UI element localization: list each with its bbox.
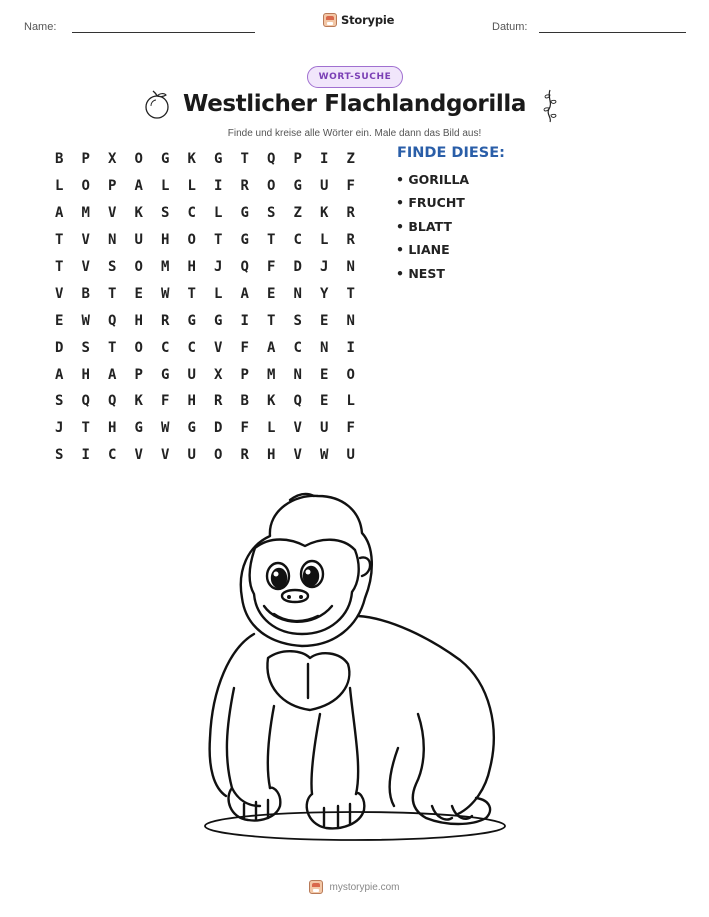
grid-letter[interactable]: E [267, 285, 276, 302]
grid-letter[interactable]: O [214, 447, 223, 464]
word-search-grid [46, 146, 366, 469]
grid-row [46, 173, 366, 200]
grid-letter[interactable]: S [293, 312, 302, 329]
grid-letter[interactable]: P [134, 366, 143, 383]
grid-letter[interactable]: T [214, 232, 223, 249]
date-label: Datum: [492, 21, 528, 33]
grid-letter[interactable]: E [55, 312, 64, 329]
instructions: Finde und kreise alle Wörter ein. Male dann das Bild aus! [227, 128, 482, 139]
grid-letter[interactable]: V [293, 420, 302, 437]
grid-letter[interactable]: L [187, 178, 196, 195]
grid-letter[interactable]: C [187, 339, 196, 356]
brand-name: Storypie [341, 13, 395, 27]
grid-letter[interactable]: W [161, 420, 170, 437]
grid-letter[interactable]: E [320, 393, 329, 410]
grid-letter[interactable]: I [320, 151, 329, 168]
grid-letter[interactable]: R [161, 312, 170, 329]
storypie-mascot-icon [323, 13, 337, 27]
grid-letter[interactable]: V [293, 447, 302, 464]
word-list-title: FINDE DIESE: [397, 145, 505, 161]
grid-letter[interactable]: G [214, 312, 223, 329]
grid-row [46, 227, 366, 254]
grid-letter[interactable]: X [108, 151, 117, 168]
grid-letter[interactable]: E [320, 366, 329, 383]
grid-letter[interactable]: C [108, 447, 117, 464]
grid-letter[interactable]: V [81, 232, 90, 249]
grid-row [46, 415, 366, 442]
grid-row [46, 388, 366, 415]
grid-letter[interactable]: I [81, 447, 90, 464]
grid-letter[interactable]: H [81, 366, 90, 383]
grid-letter[interactable]: L [214, 285, 223, 302]
grid-letter[interactable]: A [55, 205, 64, 222]
grid-letter[interactable]: Z [293, 205, 302, 222]
grid-letter[interactable]: O [134, 151, 143, 168]
grid-letter[interactable]: H [267, 447, 276, 464]
grid-letter[interactable]: M [81, 205, 90, 222]
grid-row [46, 280, 366, 307]
grid-letter[interactable]: U [320, 420, 329, 437]
grid-letter[interactable]: R [240, 447, 249, 464]
grid-letter[interactable]: I [214, 178, 223, 195]
grid-letter[interactable]: N [346, 259, 355, 275]
grid-letter[interactable]: R [240, 178, 249, 195]
grid-letter[interactable]: G [240, 232, 249, 249]
grid-letter[interactable]: L [346, 393, 355, 410]
grid-letter[interactable]: T [240, 151, 249, 168]
grid-letter[interactable]: D [55, 339, 64, 356]
grid-letter[interactable]: O [134, 339, 143, 356]
grid-letter[interactable]: Y [320, 285, 329, 302]
grid-letter[interactable]: K [320, 205, 329, 222]
grid-letter[interactable]: R [346, 205, 355, 222]
grid-letter[interactable]: M [161, 259, 170, 275]
grid-letter[interactable]: V [161, 447, 170, 464]
grid-letter[interactable]: W [161, 285, 170, 302]
grid-letter[interactable]: N [293, 285, 302, 302]
grid-letter[interactable]: X [214, 366, 223, 383]
grid-letter[interactable]: G [161, 366, 170, 383]
grid-letter[interactable]: K [267, 393, 276, 410]
grid-letter[interactable]: V [108, 205, 117, 222]
grid-letter[interactable]: P [293, 151, 302, 168]
grid-letter[interactable]: C [293, 339, 302, 356]
grid-letter[interactable]: G [240, 205, 249, 222]
grid-letter[interactable]: G [134, 420, 143, 437]
grid-letter[interactable]: T [187, 285, 196, 302]
page-title: Westlicher Flachlandgorilla [183, 91, 526, 117]
grid-letter[interactable]: U [187, 366, 196, 383]
grid-letter[interactable]: O [267, 178, 276, 195]
grid-letter[interactable]: J [55, 420, 64, 437]
grid-letter[interactable]: B [240, 393, 249, 410]
grid-letter[interactable]: T [346, 285, 355, 302]
grid-letter[interactable]: F [267, 259, 276, 275]
storypie-mascot-icon [309, 880, 323, 894]
grid-letter[interactable]: B [55, 151, 64, 168]
grid-letter[interactable]: S [108, 259, 117, 275]
name-label: Name: [24, 21, 57, 33]
grid-letter[interactable]: A [108, 366, 117, 383]
grid-row [46, 307, 366, 334]
grid-letter[interactable]: T [108, 339, 117, 356]
grid-letter[interactable]: T [267, 232, 276, 249]
grid-letter[interactable]: O [81, 178, 90, 195]
grid-letter[interactable]: S [55, 447, 64, 464]
grid-letter[interactable]: W [81, 312, 90, 329]
grid-letter[interactable]: Q [108, 312, 117, 329]
word-list-item: • GORILLA [396, 172, 470, 187]
grid-row [46, 361, 366, 388]
grid-letter[interactable]: O [187, 232, 196, 249]
grid-letter[interactable]: K [134, 393, 143, 410]
grid-letter[interactable]: E [320, 312, 329, 329]
grid-letter[interactable]: O [134, 259, 143, 275]
grid-letter[interactable]: G [214, 151, 223, 168]
grid-letter[interactable]: L [320, 232, 329, 249]
grid-letter[interactable]: C [187, 205, 196, 222]
grid-letter[interactable]: L [161, 178, 170, 195]
grid-row [46, 146, 366, 173]
grid-letter[interactable]: P [81, 151, 90, 168]
grid-letter[interactable]: L [214, 205, 223, 222]
word-list [396, 172, 469, 289]
grid-letter[interactable]: T [108, 285, 117, 302]
grid-letter[interactable]: P [240, 366, 249, 383]
grid-letter[interactable]: E [134, 285, 143, 302]
grid-letter[interactable]: U [187, 447, 196, 464]
date-field-line[interactable] [539, 32, 686, 33]
grid-letter[interactable]: A [267, 339, 276, 356]
grid-letter[interactable]: C [161, 339, 170, 356]
grid-letter[interactable]: V [134, 447, 143, 464]
grid-letter[interactable]: A [134, 178, 143, 195]
grid-letter[interactable]: G [187, 420, 196, 437]
grid-letter[interactable]: H [187, 259, 196, 275]
grid-letter[interactable]: H [161, 232, 170, 249]
grid-letter[interactable]: F [240, 339, 249, 356]
grid-letter[interactable]: A [240, 285, 249, 302]
grid-letter[interactable]: D [214, 420, 223, 437]
grid-letter[interactable]: N [320, 339, 329, 356]
grid-letter[interactable]: V [55, 285, 64, 302]
grid-letter[interactable]: T [55, 232, 64, 249]
grid-letter[interactable]: J [214, 259, 223, 275]
grid-letter[interactable]: N [346, 312, 355, 329]
grid-letter[interactable]: F [346, 420, 355, 437]
grid-letter[interactable]: G [293, 178, 302, 195]
grid-letter[interactable]: Q [293, 393, 302, 410]
grid-letter[interactable]: R [214, 393, 223, 410]
grid-letter[interactable]: I [346, 339, 355, 356]
brand-logo [323, 13, 394, 27]
grid-letter[interactable]: N [293, 366, 302, 383]
grid-letter[interactable]: T [267, 312, 276, 329]
grid-letter[interactable]: P [108, 178, 117, 195]
grid-letter[interactable]: L [55, 178, 64, 195]
grid-letter[interactable]: H [187, 393, 196, 410]
grid-letter[interactable]: I [240, 312, 249, 329]
grid-letter[interactable]: W [320, 447, 329, 464]
grid-letter[interactable]: G [187, 312, 196, 329]
word-list-item: • LIANE [396, 242, 450, 258]
grid-letter[interactable]: S [81, 339, 90, 356]
grid-letter[interactable]: Q [81, 393, 90, 410]
grid-letter[interactable]: D [293, 259, 302, 275]
grid-letter[interactable]: B [81, 285, 90, 302]
grid-letter[interactable]: U [346, 447, 355, 464]
grid-letter[interactable]: H [108, 420, 117, 437]
grid-letter[interactable]: J [320, 259, 329, 275]
grid-letter[interactable]: M [267, 366, 276, 383]
grid-letter[interactable]: S [55, 393, 64, 410]
footer [0, 880, 709, 894]
grid-letter[interactable]: L [267, 420, 276, 437]
grid-letter[interactable]: G [161, 151, 170, 168]
grid-letter[interactable]: S [161, 205, 170, 222]
footer-url[interactable]: mystorypie.com [329, 881, 400, 893]
grid-letter[interactable]: R [346, 232, 355, 249]
grid-letter[interactable]: V [214, 339, 223, 356]
grid-letter[interactable]: V [81, 259, 90, 275]
word-list-item: • BLATT [396, 218, 452, 234]
gorilla-coloring-illustration [190, 488, 520, 858]
grid-letter[interactable]: F [240, 420, 249, 437]
grid-letter[interactable]: C [293, 232, 302, 249]
grid-letter[interactable]: K [134, 205, 143, 222]
grid-letter[interactable]: F [346, 178, 355, 195]
grid-letter[interactable]: F [161, 393, 170, 410]
grid-letter[interactable]: Z [346, 151, 355, 168]
grid-letter[interactable]: U [320, 178, 329, 195]
grid-letter[interactable]: N [108, 232, 117, 249]
word-list-item: • NEST [396, 265, 445, 281]
grid-letter[interactable]: S [267, 205, 276, 222]
grid-letter[interactable]: A [55, 366, 64, 383]
grid-letter[interactable]: T [55, 259, 64, 275]
category-badge: WORT-SUCHE [307, 66, 403, 88]
grid-letter[interactable]: T [81, 420, 90, 437]
grid-row [46, 334, 366, 361]
grid-letter[interactable]: Q [108, 393, 117, 410]
grid-letter[interactable]: U [134, 232, 143, 249]
grid-row [46, 254, 366, 281]
grid-row [46, 200, 366, 227]
grid-letter[interactable]: Q [240, 259, 249, 275]
grid-letter[interactable]: H [134, 312, 143, 329]
word-list-item: • FRUCHT [396, 195, 465, 211]
grid-row [46, 442, 366, 469]
grid-letter[interactable]: Q [267, 151, 276, 168]
grid-letter[interactable]: K [187, 151, 196, 168]
name-field-line[interactable] [72, 32, 255, 33]
grid-letter[interactable]: O [346, 366, 355, 383]
